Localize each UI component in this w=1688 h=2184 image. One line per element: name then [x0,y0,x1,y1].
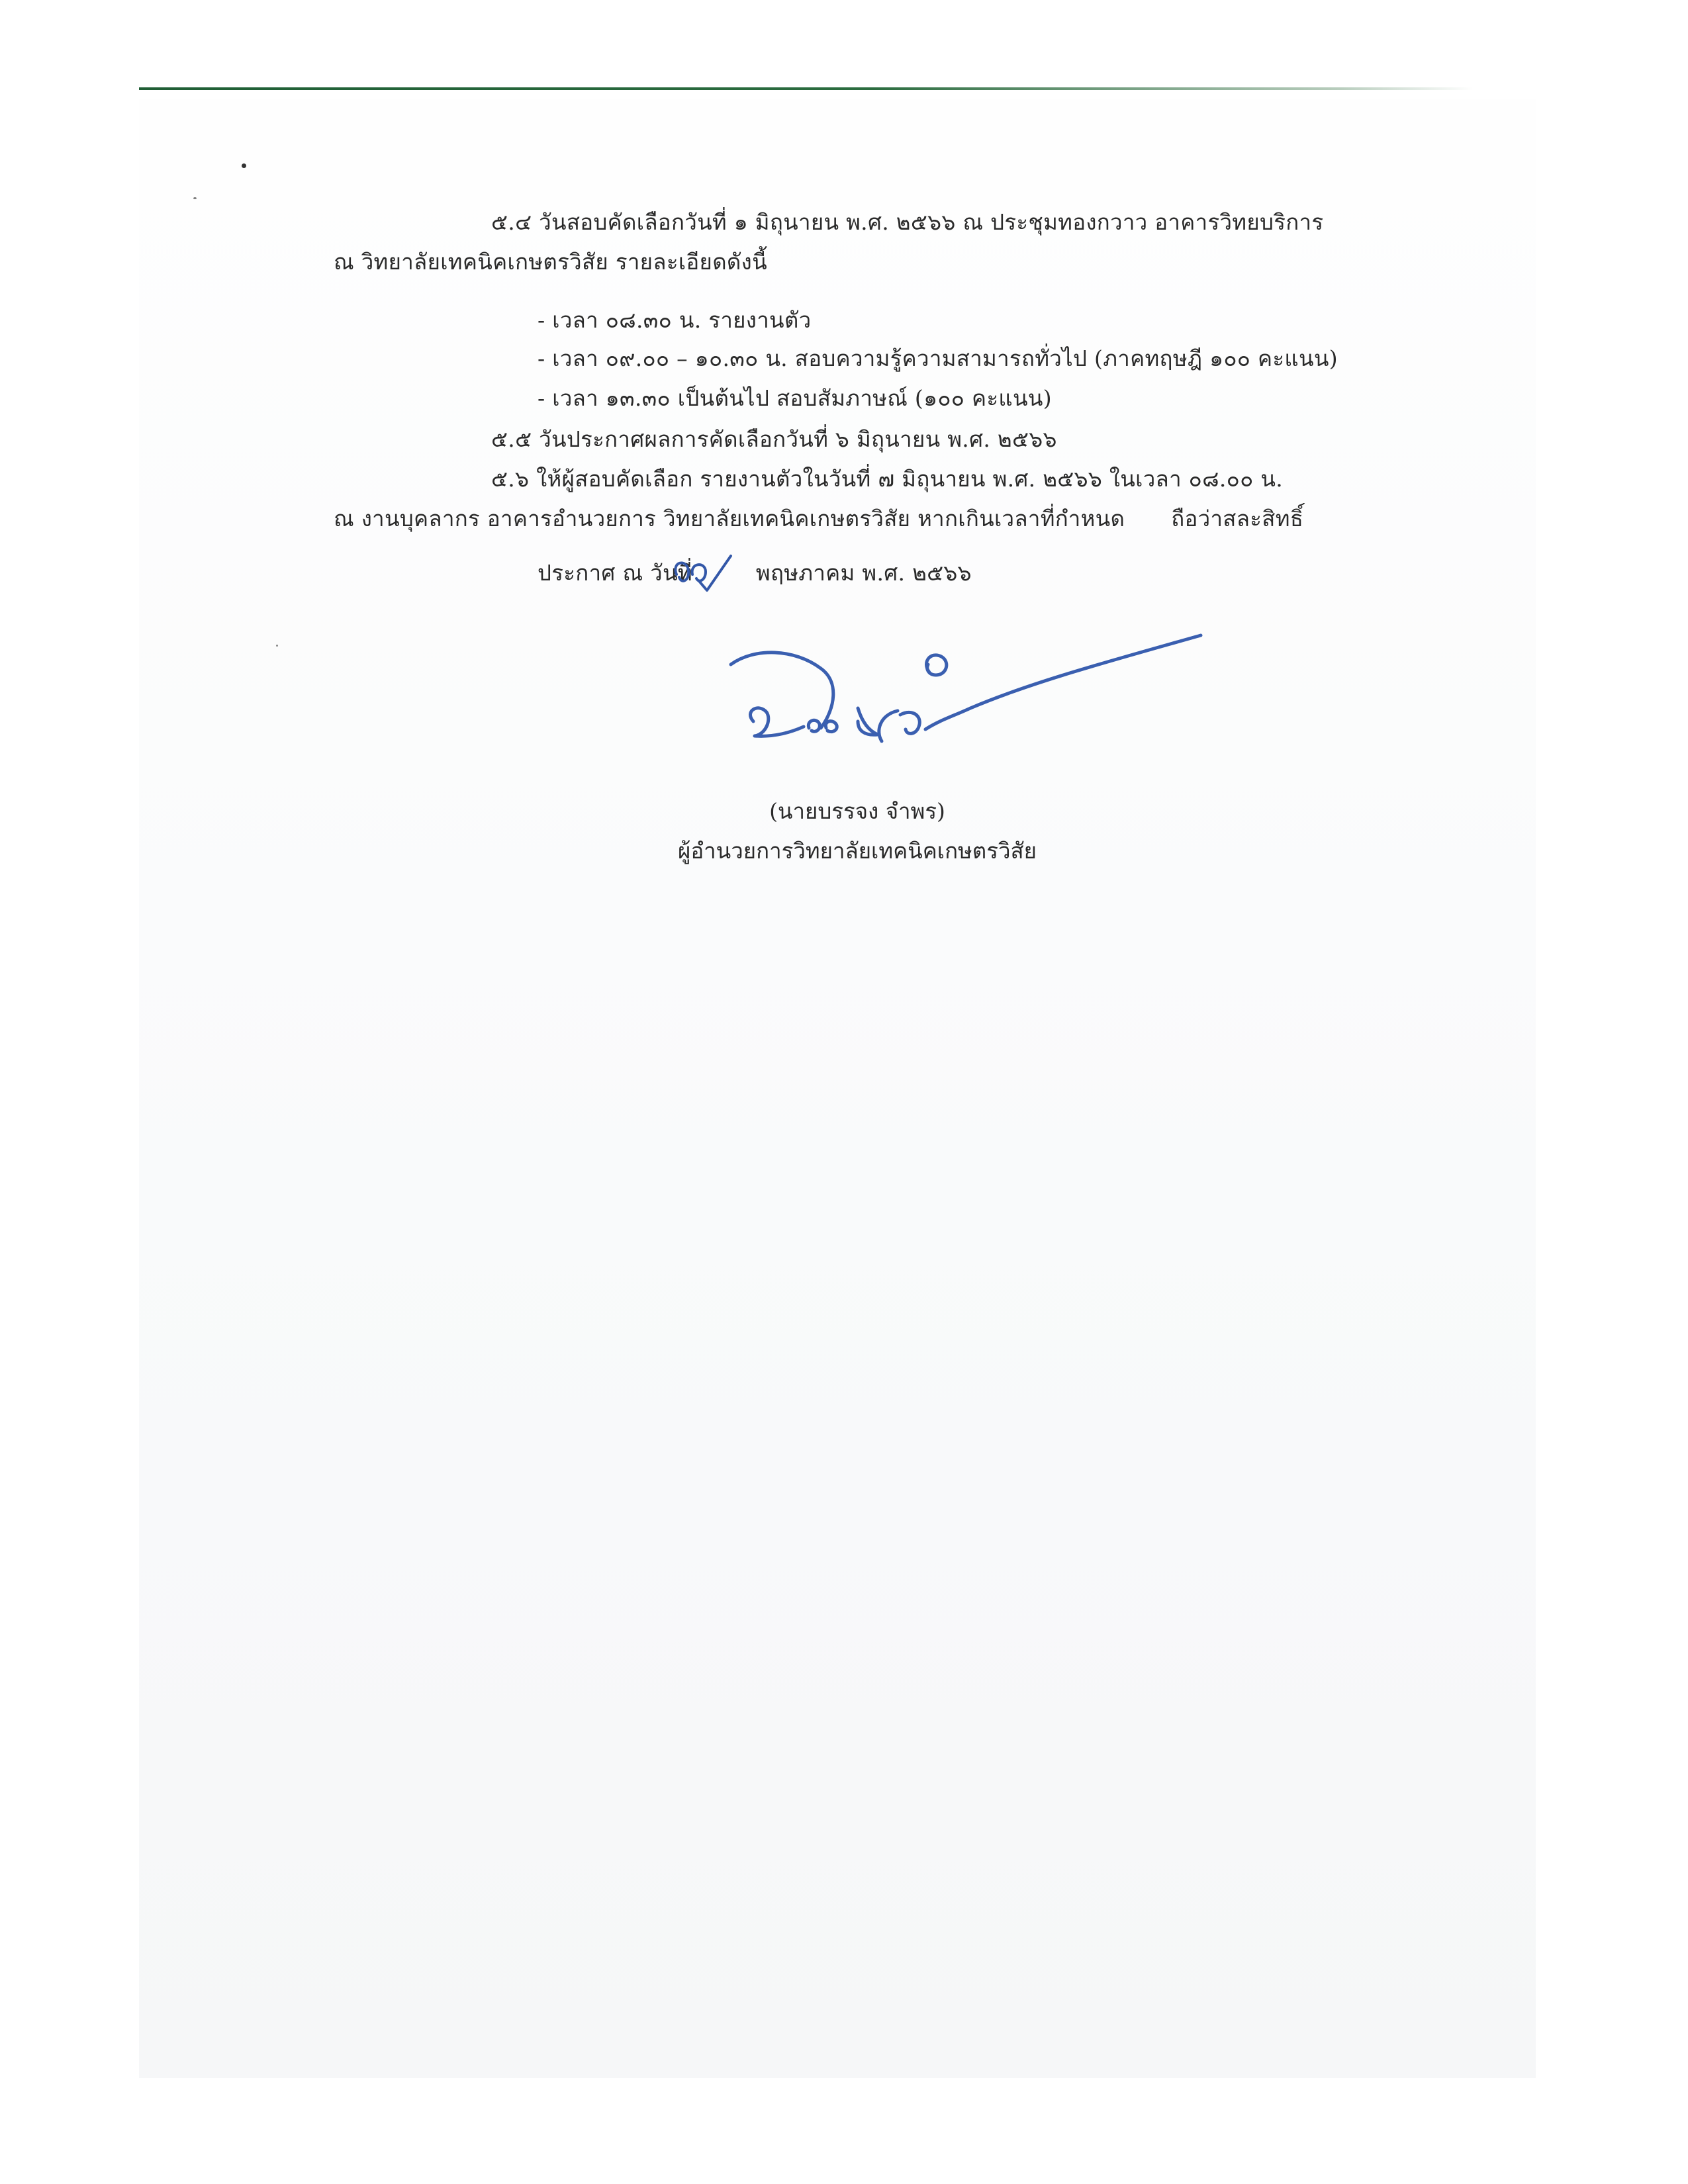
paragraph-5-6-line-1: ๕.๖ ให้ผู้สอบคัดเลือก รายงานตัวในวันที่ ๗ มิถุนายน พ.ศ. ๒๕๖๖ ในเวลา ๐๘.๐๐ น. [491,466,1283,492]
announcement-prefix: ประกาศ ณ วันที่ [538,560,692,586]
paragraph-5-6-line-2-forfeit: ถือว่าสละสิทธิ์ [1171,506,1304,531]
scan-speck [193,197,197,199]
schedule-item-interview: - เวลา ๑๓.๓๐ เป็นต้นไป สอบสัมภาษณ์ (๑๐๐ คะแนน) [538,385,1052,411]
paragraph-5-4-line-1: ๕.๔ วันสอบคัดเลือกวันที่ ๑ มิถุนายน พ.ศ. ๒๕๖๖ ณ ประชุมทองกวาว อาคารวิทยบริการ [491,209,1324,235]
announcement-suffix: พฤษภาคม พ.ศ. ๒๕๖๖ [755,560,972,586]
paragraph-5-4-line-2: ณ วิทยาลัยเทคนิคเกษตรวิสัย รายละเอียดดังนี้ [334,249,767,275]
signatory-title: ผู้อำนวยการวิทยาลัยเทคนิคเกษตรวิสัย [678,838,1037,864]
scan-speck [242,163,246,168]
paragraph-5-6-line-2 [334,503,1303,535]
schedule-item-checkin: - เวลา ๐๘.๓๐ น. รายงานตัว [538,307,812,333]
signatory-name: (นายบรรจง จำพร) [769,798,945,824]
announcement-date [538,557,972,589]
header-rule [139,87,1473,90]
handwritten-day-placeholder [692,557,756,589]
paragraph-5-5: ๕.๕ วันประกาศผลการคัดเลือกวันที่ ๖ มิถุนายน พ.ศ. ๒๕๖๖ [491,426,1057,452]
scan-speck [276,645,278,647]
schedule-item-written-exam: - เวลา ๐๙.๐๐ – ๑๐.๓๐ น. สอบความรู้ความสามารถทั่วไป (ภาคทฤษฎี ๑๐๐ คะแนน) [538,345,1338,371]
paragraph-5-6-line-2-main: ณ งานบุคลากร อาคารอำนวยการ วิทยาลัยเทคนิคเกษตรวิสัย หากเกินเวลาที่กำหนด [334,506,1125,531]
